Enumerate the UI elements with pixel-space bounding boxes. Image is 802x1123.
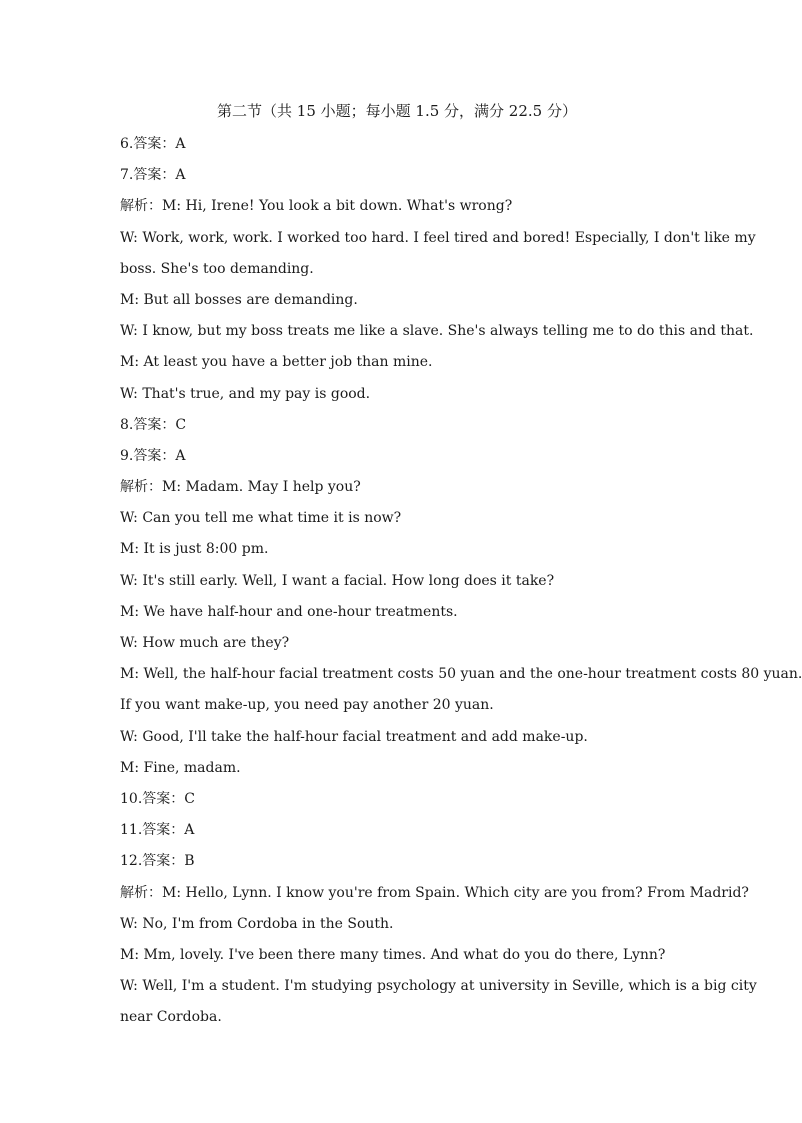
transcript-line: near Cordoba. — [120, 1009, 222, 1026]
answer-line: 9.答案：A — [120, 447, 186, 464]
transcript-line: W: How much are they? — [120, 635, 290, 651]
answer-line: 7.答案：A — [120, 167, 186, 184]
transcript-line: W: Good, I'll take the half-hour facial treatment and add make-up. — [120, 728, 588, 745]
transcript-line: 解析：M: Hi, Irene! You look a bit down. What's wrong? — [120, 198, 513, 215]
transcript-line: W: That's true, and my pay is good. — [120, 385, 371, 402]
transcript-line: M: Mm, lovely. I've been there many times. And what do you do there, Lynn? — [120, 946, 666, 963]
transcript-line: If you want make-up, you need pay another 20 yuan. — [120, 697, 494, 714]
answer-line: 11.答案：A — [120, 822, 195, 839]
transcript-line: M: It is just 8:00 pm. — [120, 541, 269, 558]
transcript-line: W: Well, I'm a student. I'm studying psychology at university in Seville, which is a big city — [120, 978, 757, 995]
transcript-line: W: Work, work, work. I worked too hard. I feel tired and bored! Especially, I don't like my — [120, 229, 756, 246]
transcript-line: boss. She's too demanding. — [120, 260, 314, 277]
transcript-line: M: But all bosses are demanding. — [120, 291, 358, 308]
answer-text-block — [120, 132, 802, 1036]
transcript-line: W: Can you tell me what time it is now? — [120, 510, 402, 527]
transcript-line: 解析：M: Hello, Lynn. I know you're from Spain. Which city are you from? From Madrid? — [120, 884, 749, 901]
section-heading: 第二节（共 15 小题；每小题 1.5 分，满分 22.5 分） — [217, 102, 577, 120]
transcript-line: 解析：M: Madam. May I help you? — [120, 479, 361, 496]
transcript-line: M: Fine, madam. — [120, 759, 241, 776]
transcript-line: W: I know, but my boss treats me like a slave. She's always telling me to do this and that. — [120, 323, 754, 340]
answer-line: 12.答案：B — [120, 853, 195, 870]
transcript-line: M: At least you have a better job than mine. — [120, 354, 433, 371]
transcript-line: W: It's still early. Well, I want a facial. How long does it take? — [120, 572, 555, 589]
transcript-line: M: Well, the half-hour facial treatment costs 50 yuan and the one-hour treatment costs 80 yuan. — [120, 666, 802, 683]
transcript-line: M: We have half-hour and one-hour treatments. — [120, 603, 458, 620]
answer-line: 6.答案：A — [120, 136, 186, 152]
answer-line: 8.答案：C — [120, 416, 187, 433]
answer-line: 10.答案：C — [120, 790, 195, 807]
transcript-line: W: No, I'm from Cordoba in the South. — [120, 915, 394, 932]
